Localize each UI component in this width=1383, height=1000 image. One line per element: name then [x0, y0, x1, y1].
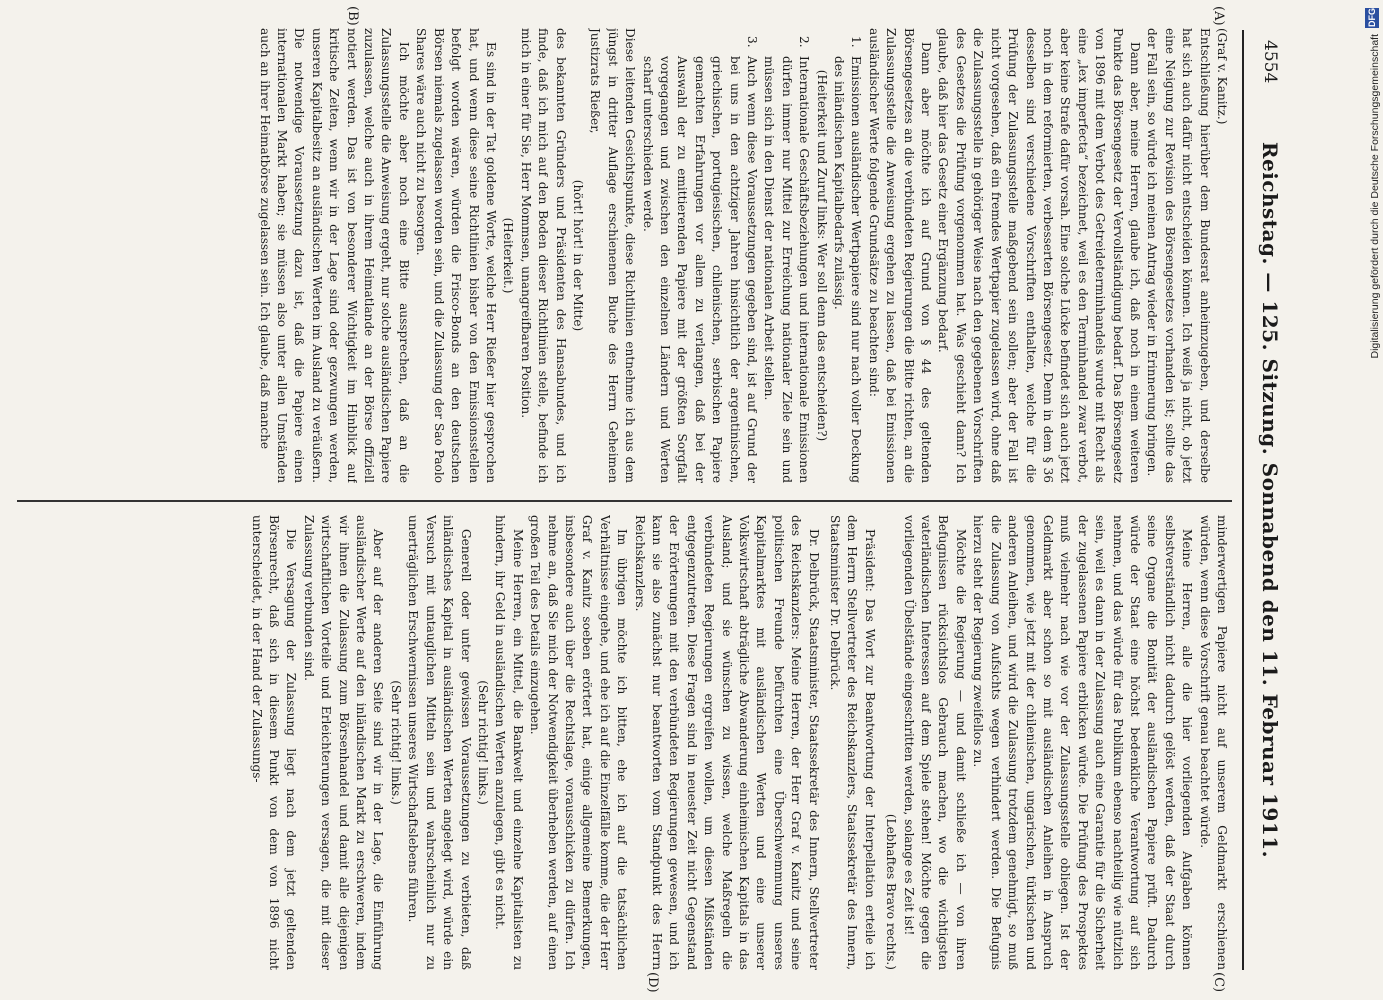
paragraph: Aber auf der anderen Seite sind wir in der Lage, die Einführung ausländischer Werte auf den inländischen Markt zu erschweren, indem wir ihnen die Zulassung zum Börsenhandel und damit alle diejenigen wirtschaftlichen Vorteile und Erleichterungen versagen, die mit dieser Zulassung verbunden sind.: [301, 515, 386, 970]
left-column: [20, 28, 1230, 483]
list-text: Emissionen ausländischer Wertpapiere sind nur nach voller Deckung des inländischen Kapitalbedarfs zulässig.: [832, 56, 864, 483]
list-number: 1.: [849, 36, 864, 48]
paragraph: Diese leitenden Gesichtspunkte, diese Richtlinien entnehme ich aus dem jüngst in dritter Auflage erschienenen Buche des Herrn Geheimen Justizrats Rießer,: [588, 28, 638, 483]
paragraph: Ich möchte aber noch eine Bitte aussprechen, daß an die Zulassungsstelle die Anweisung ergeht, nur solche ausländischen Papiere zuzulassen, welche auch in ihrem Heimatlande an der Börse offiziell notiert werden. Das ist von besonderer Wichtigkeit im Hinblick auf kritische Zeiten, wenn wir in der Lage sind oder gezwungen werden, unseren Kapitalbesitz an ausländischen Werten im Ausland zu veräußern. Die notwendige Voraussetzung dazu ist, daß die Papiere einen internationalen Markt haben; sie müssen also unter allen Umständen auch an ihrer Heimatbörse zugelassen sein. Ich glaube, daß manche: [257, 28, 411, 483]
margin-marker-c: (C): [1211, 972, 1226, 993]
paragraph: Dann aber möchte ich auf Grund von § 44 des geltenden Börsengesetzes an die verbündeten Regierungen die Bitte richten, an die Zulassungsstelle die Anweisung ergehen zu lassen, daß bei Emissionen ausländischer Werte folgende Grundsätze zu beachten sind:: [866, 28, 934, 483]
list-number: 3.: [745, 36, 760, 48]
paragraph: minderwertigen Papiere nicht auf unserem Geldmarkt erschienen würden, wenn diese Vorschrift genau beachtet würde.: [1197, 515, 1229, 970]
paragraph: Es sind in der Tat goldene Worte, welche Herr Rießer hier gesprochen hat, und wenn diese seine Richtlinien bisher von den Emissionsstellen befolgt worden wären, würden die Frisco-Bonds an den deutschen Börsen niemals zugelassen worden sein, und die Zulassung der Sao Paolo Shares wäre auch nicht zu besorgen.: [414, 28, 498, 483]
president-statement: Präsident: Das Wort zur Beantwortung der Interpellation erteile ich dem Herrn Stellvertreter des Reichskanzlers, Staatssekretär des Innern, Staatsminister Dr. Delbrück.: [828, 515, 877, 970]
page-header: [1248, 0, 1292, 1000]
interjection: (Heiterkeit und Zuruf links: Wer soll denn das entscheiden?): [814, 69, 829, 442]
header-rule: [1242, 30, 1244, 970]
interjection: (hört! hört! in der Mitte): [570, 179, 585, 332]
right-column: [20, 515, 1230, 970]
paragraph: Entschließung hierüber dem Bundesrat anheimzugeben, und derselbe hat sich auch dafür nicht entscheiden können. Ich weiß ja nicht, ob jetzt eine Neigung zur Revision des Börsengesetzes vorhanden ist; sollte das der Fall sein, so würde ich meinen Antrag wieder in Erinnerung bringen.: [1145, 28, 1212, 483]
interjection: (Sehr richtig! links.): [475, 680, 490, 805]
paragraph: Meine Herren, alle die hier vorliegenden Aufgaben können selbstverständlich nicht dadurch gelöst werden, daß der Staat durch seine Organe die Bonität der ausländischen Papiere prüft. Dadurch würde der Staat eine höchst bedenkliche Verantwortung auf sich nehmen, und das würde für das Publikum ebenso nachteilig wie nützlich sein, weil es dann in der Zulassung auch eine Garantie für die Sicherheit der zugelassenen Papiere erblicken würde. Die Prüfung des Prospektes muß vielmehr nach wie vor der Zulassungsstelle obliegen. Ist der Geldmarkt aber schon so mit ausländischen Anleihen in Anspruch genommen, wie jetzt mit der chilenischen, ungarischen, türkischen und anderen Anleihen, und wird die Zulassung trotzdem genehmigt, so muß die Zulassung von Aufsichts wegen verhindert werden. Die Befugnis hierzu steht der Regierung zweifellos zu.: [971, 515, 1195, 970]
paragraph: Möchte die Regierung — und damit schließe ich — von ihren Befugnissen rücksichtslos Gebrauch machen, wo die wichtigsten vaterländischen Interessen auf dem Spiele stehen! Möchte gegen die vorliegenden Übelstände eingeschritten werden, solange es Zeit ist!: [901, 515, 968, 970]
header-title: Reichstag. — 125. Sitzung. Sonnabend den 11. Februar 1911.: [1258, 141, 1282, 859]
applause: (Lebhaftes Bravo rechts.): [884, 813, 899, 970]
interjection: (Sehr richtig! links.): [388, 680, 403, 805]
paragraph: Die Versagung der Zulassung liegt nach dem jetzt geltenden Börsenrecht, daß sich in diesem Punkt von dem von 1896 nicht unterscheidet, in der Hand der Zulassungs-: [249, 515, 299, 970]
speaker-label: (Graf v. Kanitz.): [1215, 28, 1229, 125]
list-item: [830, 28, 865, 483]
list-item: [638, 28, 760, 483]
margin-marker-a: (A): [1211, 6, 1226, 26]
digitization-credit: Digitalisierung gefördert durch die Deutsche Forschungsgemeinschaft: [1369, 34, 1381, 359]
margin-marker-d: (D): [645, 972, 660, 993]
page-number: 4554: [1260, 40, 1280, 84]
paragraph: Dr. Delbrück, Staatsminister, Staatssekretär des Innern, Stellvertreter des Reichskanzlers: Meine Herren, der Herr Graf v. Kanitz und seine politischen Freunde befürchten eine Überschwemmung unseres Kapitalmarktes mit ausländischen Werten und eine unserer Volkswirtschaft abträgliche Abwanderung einheimischen Kapitals in das Ausland; und sie wünschen zu wissen, welche Maßregeln die verbündeten Regierungen ergreifen wollen, um diesen Mißständen entgegenzutreten. Diese Fragen sind in neuester Zeit nicht Gegenstand der Erörterungen mit den verbündeten Regierungen gewesen, und ich kann sie also zunächst nur beantworten vom Standpunkt des Herrn Reichskanzlers.: [632, 515, 821, 970]
list-number: 2.: [797, 36, 812, 48]
paragraph: des bekannten Gründers und Präsidenten des Hansabundes, und ich finde, daß ich mich auf den Boden dieser Richtlinien stelle, befinde ich mich in einer für Sie, Herr Mommsen, unangreifbaren Position.: [518, 28, 568, 483]
list-text: Internationale Geschäftsbeziehungen und internationale Emissionen dürfen immer nur Mittel zur Erreichung nationaler Ziele sein und müssen sich in den Dienst der nationalen Arbeit stellen.: [762, 56, 812, 483]
list-item: [760, 28, 812, 483]
paragraph: Generell oder unter gewissen Voraussetzungen zu verbieten, daß inländisches Kapital in ausländischen Werten angelegt wird, würde ein Versuch mit untauglichen Mitteln sein und wahrscheinlich nur zu unerträglichen Erschwernissen unseres Wirtschaftslebens führen.: [406, 515, 473, 970]
column-divider: [17, 500, 1232, 502]
dfg-logo: DFG: [1367, 8, 1377, 28]
margin-marker-b: (B): [345, 6, 360, 26]
paragraph: Im übrigen möchte ich bitten, ehe ich auf die tatsächlichen Verhältnisse eingehe, und ehe ich auf die Einzelfälle komme, die der Herr Graf v. Kanitz soeben erörtert hat, einige allgemeine Bemerkungen, insbesondere auch über die Rechtslage, vorausschicken zu dürfen. Ich nehme an, daß Sie mich der Notwendigkeit überheben werden, auf einen großen Teil des Details einzugehen.: [528, 515, 630, 970]
interjection: (Heiterkeit.): [501, 217, 516, 294]
paragraph: Meine Herren, ein Mittel, die Bankwelt und einzelne Kapitalisten zu hindern, ihr Geld in ausländischen Werten anzulegen, gibt es nicht.: [493, 515, 525, 970]
list-text: Auch wenn diese Voraussetzungen gegeben sind, ist auf Grund der bei uns in den achtziger Jahren hinsichtlich der argentinischen, griechischen, portugiesischen, chilenischen, serbischen Papiere gemachten Erfahrungen vor allem zu verlangen, daß bei der Auswahl der zu emittierenden Papiere mit der größten Sorgfalt vorgegangen und zwischen den einzelnen Ländern und Werten scharf unterschieden werde.: [640, 56, 760, 483]
paragraph: Dann aber, meine Herren, glaube ich, daß noch in einem weiteren Punkte das Börsengesetz der Vervollständigung bedarf. Das Börsengesetz von 1896 mit dem Verbot des Getreideterminhandels wurde mit Recht als eine „lex imperfecta“ bezeichnet, weil es den Terminhandel zwar verbot, aber keine Strafe dafür vorsah. Eine solche Lücke befindet sich auch jetzt noch in dem reformierten, verbesserten Börsengesetz. Denn in dem § 36 desselben sind verschiedene Vorschriften enthalten, welche für die Prüfung der Zulassungsstelle maßgebend sein sollen; aber der Fall ist nicht vorgesehen, daß ein fremdes Wertpapier zugelassen wird, ohne daß die Zulassungsstelle in gehöriger Weise nach den gegebenen Vorschriften des Gesetzes die Prüfung vorgenommen hat. Was geschieht dann? Ich glaube, daß hier das Gesetz einer Ergänzung bedarf.: [936, 28, 1142, 483]
